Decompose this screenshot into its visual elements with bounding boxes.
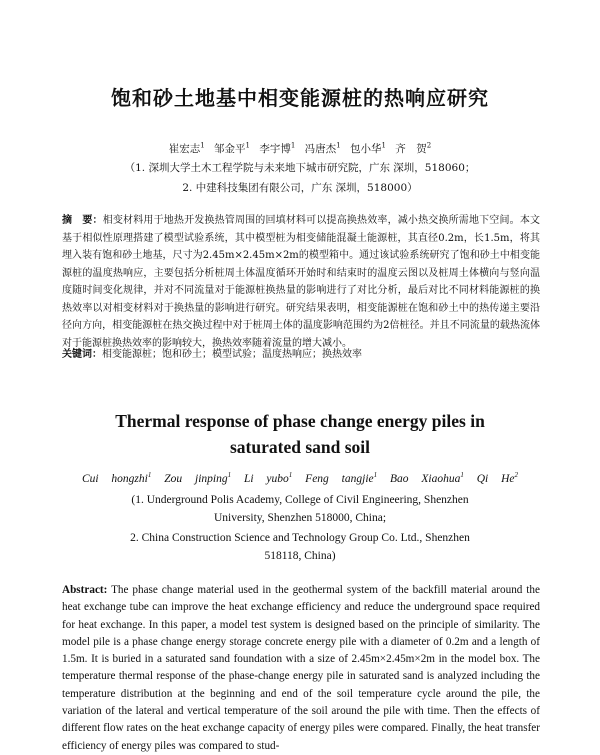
- english-author-list: [0, 473, 600, 485]
- english-title-line-1: Thermal response of phase change energy piles in: [115, 411, 485, 431]
- english-affiliation-1a: (1. Underground Polis Academy, College of Civil Engineering, Shenzhen: [131, 494, 469, 506]
- english-affiliation-2b: 518118, China): [264, 550, 336, 562]
- chinese-abstract-label: 摘 要：: [62, 215, 103, 226]
- english-abstract: [62, 582, 540, 755]
- chinese-author: 李宇博$^1$: [259, 141, 296, 155]
- english-author: Zou jinping$^1$: [164, 471, 232, 485]
- chinese-author: 齐 贺$^2$: [395, 141, 432, 155]
- chinese-keywords: [62, 346, 540, 363]
- english-abstract-text: The phase change material used in the geothermal system of the backfill material around the heat exchange tube can improve the heat exchange efficiency and reduce the underground space required for heat exchange. In this paper, a model test system is designed based on the principle of similarity. The model pile is a phase change energy storage concrete energy pile with a diameter of 0.2m and a length of 1.5m. It is buried in a saturated sand foundation with a size of 2.45m×2.45m×2m in the model box. The temperature thermal response of the phase-change energy pile in saturated sand is analyzed including the temperature distribution at the beginning and end of the soil temperature cycle around the pile, the variation of the lateral and vertical temperature of the soil around the pile with time. Then the effects of different flow rates on the heat exchange capacity of energy piles were compared. Finally, the heat transfer efficiency of energy piles was compared to stud-: [62, 584, 540, 752]
- english-author: Feng tangjie$^1$: [305, 471, 378, 485]
- english-affiliation-1b: University, Shenzhen 518000, China;: [213, 512, 387, 524]
- english-author: Qi He$^2$: [476, 471, 519, 485]
- chinese-author: 包小华$^1$: [349, 141, 386, 155]
- chinese-affiliation-2: 2. 中建科技集团有限公司，广东 深圳，518000）: [182, 182, 418, 194]
- chinese-author: 邹金平$^1$: [214, 141, 251, 155]
- chinese-abstract: [62, 212, 540, 352]
- chinese-abstract-text: 相变材料用于地热开发换热管周围的回填材料可以提高换热效率，减小热交换所需地下空间。本文基于相似性原理搭建了模型试验系统，其中模型桩为相变储能混凝土能源桩，其直径0.2m，长1.5m，将其埋入装有饱和砂土地基，尺寸为2.45m×2.45m×2m的模型箱中。通过该试验系统研究了饱和砂土中相变能源桩的温度热响应，主要包括分析桩周土体温度循环开始时和结束时的温度云图以及桩周土体横向与竖向温度随时间变化规律，并对不同流量对于能源桩换热量的影响进行了对比分析，最后对比不同材料能源桩的换热效率以对相变材料对于换热量的影响进行研究。研究结果表明，相变能源桩在饱和砂土中的热传递主要沿径向方向，相变能源桩在热交换过程中对于桩周土体的温度影响范围约为2倍桩径。并且不同流量的载热流体对于能源桩换热效率的影响较大，换热效率随着流量的增大减小。: [62, 215, 541, 349]
- chinese-keywords-text: 相变能源桩；饱和砂土；模型试验；温度热响应；换热效率: [102, 349, 362, 360]
- chinese-title: 饱和砂土地基中相变能源桩的热响应研究: [111, 86, 489, 110]
- english-author: Li yubo$^1$: [243, 471, 293, 485]
- english-title-line-2: saturated sand soil: [229, 437, 371, 457]
- english-abstract-label: Abstract:: [62, 584, 108, 596]
- chinese-author-list: [0, 141, 600, 156]
- english-affiliation-2a: 2. China Construction Science and Technology Group Co. Ltd., Shenzhen: [130, 532, 470, 544]
- chinese-author: 冯唐杰$^1$: [304, 141, 341, 155]
- chinese-affiliation-1: （1. 深圳大学土木工程学院与未来地下城市研究院，广东 深圳，518060；: [124, 162, 476, 174]
- english-author: Cui hongzhi$^1$: [81, 471, 152, 485]
- english-title: [0, 408, 600, 460]
- english-author: Bao Xiaohua$^1$: [390, 471, 464, 485]
- chinese-keywords-label: 关键词：: [62, 349, 102, 360]
- chinese-author: 崔宏志$^1$: [168, 141, 205, 155]
